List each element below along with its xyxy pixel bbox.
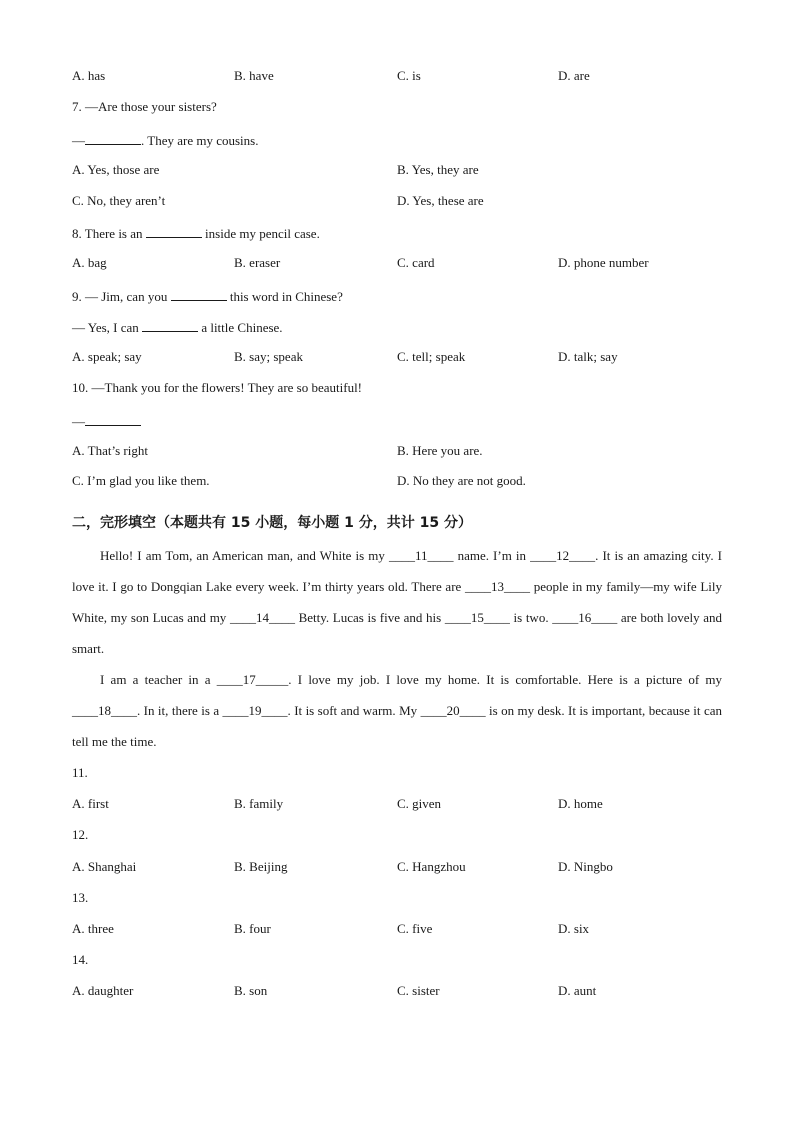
q13-option-a: A. three <box>72 921 114 936</box>
blank-18[interactable]: ____18____ <box>72 703 137 718</box>
q7-option-b: B. Yes, they are <box>397 162 479 177</box>
passage-text: people in my family—my wife Lily White, my son Lucas and my <box>72 579 723 625</box>
passage-text: . It is soft and warm. My <box>287 703 421 718</box>
q10-option-d: D. No they are not good. <box>397 473 526 488</box>
q9-option-c: C. tell; speak <box>397 349 466 364</box>
passage-text: are both lovely and smart. <box>72 610 723 656</box>
section-heading: 二，完形填空（本题共有 15 小题，每小题 1 分，共计 15 分） <box>72 515 472 531</box>
blank-14[interactable]: ____14____ <box>229 610 295 625</box>
blank-17[interactable]: ____17_____ <box>216 672 289 687</box>
passage-paragraph-1 <box>72 540 722 664</box>
q9-line1-prefix: 9. — Jim, can you <box>72 289 168 304</box>
q12-option-d: D. Ningbo <box>558 859 613 874</box>
q13-option-d: D. six <box>558 921 590 936</box>
q9-option-d: D. talk; say <box>558 349 618 364</box>
answer-blank[interactable] <box>142 318 198 332</box>
passage-text: is on my desk. It is important, because it can tell me the time. <box>72 703 722 749</box>
q13-option-b: B. four <box>234 921 271 936</box>
q10-option-c: C. I’m glad you like them. <box>72 473 210 488</box>
blank-13[interactable]: ____13____ <box>465 579 531 594</box>
q6-option-d: D. are <box>558 68 590 83</box>
blank-12[interactable]: ____12____ <box>530 548 596 563</box>
q7-question: 7. —Are those your sisters? <box>72 99 217 114</box>
q10-option-a: A. That’s right <box>72 443 148 458</box>
q14-number: 14. <box>72 952 89 967</box>
answer-blank[interactable] <box>85 131 141 145</box>
q9-option-b: B. say; speak <box>234 349 303 364</box>
q14-option-d: D. aunt <box>558 983 597 998</box>
q10-question: 10. —Thank you for the flowers! They are so beautiful! <box>72 380 363 395</box>
q13-number: 13. <box>72 890 89 905</box>
passage-text: . It is an amazing city. I love it. I go to Dongqian Lake every week. I’m thirty years old. There are <box>72 548 722 594</box>
q9-line2-prefix: — Yes, I can <box>72 320 139 335</box>
answer-blank[interactable] <box>146 224 202 238</box>
q11-option-d: D. home <box>558 796 603 811</box>
q9-line2-suffix: a little Chinese. <box>201 320 283 335</box>
blank-19[interactable]: ____19____ <box>222 703 288 718</box>
q6-option-b: B. have <box>234 68 274 83</box>
q12-option-b: B. Beijing <box>234 859 288 874</box>
q7-reply-suffix: . They are my cousins. <box>141 133 259 148</box>
q6-option-c: C. is <box>397 68 421 83</box>
answer-blank[interactable] <box>171 287 227 301</box>
passage-text: Hello! I am Tom, an American man, and White is my <box>100 548 389 563</box>
q9-option-a: A. speak; say <box>72 349 142 364</box>
passage-text: I am a teacher in a <box>100 672 217 687</box>
q8-question <box>72 224 320 242</box>
q9-line1 <box>72 287 343 305</box>
blank-15[interactable]: ____15____ <box>444 610 510 625</box>
q7-reply-prefix: — <box>72 133 85 148</box>
answer-blank[interactable] <box>85 412 141 426</box>
q9-line1-suffix: this word in Chinese? <box>229 289 343 304</box>
q8-option-d: D. phone number <box>558 255 649 270</box>
passage-paragraph-2 <box>72 664 722 757</box>
q7-option-d: D. Yes, these are <box>397 193 484 208</box>
q10-option-b: B. Here you are. <box>397 443 483 458</box>
q6-option-a: A. has <box>72 68 106 83</box>
q14-option-a: A. daughter <box>72 983 134 998</box>
q9-line2 <box>72 318 283 336</box>
q11-number: 11. <box>72 765 88 780</box>
cloze-passage <box>72 540 722 757</box>
passage-text: is two. <box>509 610 553 625</box>
q7-option-a: A. Yes, those are <box>72 162 160 177</box>
blank-20[interactable]: ____20____ <box>420 703 486 718</box>
q12-number: 12. <box>72 827 89 842</box>
q12-option-a: A. Shanghai <box>72 859 137 874</box>
q7-reply <box>72 131 258 149</box>
q11-option-a: A. first <box>72 796 109 811</box>
blank-16[interactable]: ____16____ <box>552 610 618 625</box>
passage-text: Betty. Lucas is five and his <box>294 610 445 625</box>
q13-option-c: C. five <box>397 921 433 936</box>
q8-option-a: A. bag <box>72 255 107 270</box>
passage-text: . In it, there is a <box>137 703 223 718</box>
passage-text: name. I’m in <box>453 548 531 563</box>
q8-option-c: C. card <box>397 255 435 270</box>
passage-text: . I love my job. I love my home. It is comfortable. Here is a picture of my <box>288 672 722 687</box>
q11-option-b: B. family <box>234 796 284 811</box>
q11-option-c: C. given <box>397 796 442 811</box>
blank-11[interactable]: ____11____ <box>388 548 454 563</box>
q10-reply <box>72 412 141 430</box>
q8-option-b: B. eraser <box>234 255 281 270</box>
q7-option-c: C. No, they aren’t <box>72 193 166 208</box>
q12-option-c: C. Hangzhou <box>397 859 466 874</box>
q14-option-b: B. son <box>234 983 268 998</box>
q14-option-c: C. sister <box>397 983 440 998</box>
q8-prefix: 8. There is an <box>72 226 143 241</box>
q8-suffix: inside my pencil case. <box>205 226 320 241</box>
q10-reply-prefix: — <box>72 414 85 429</box>
